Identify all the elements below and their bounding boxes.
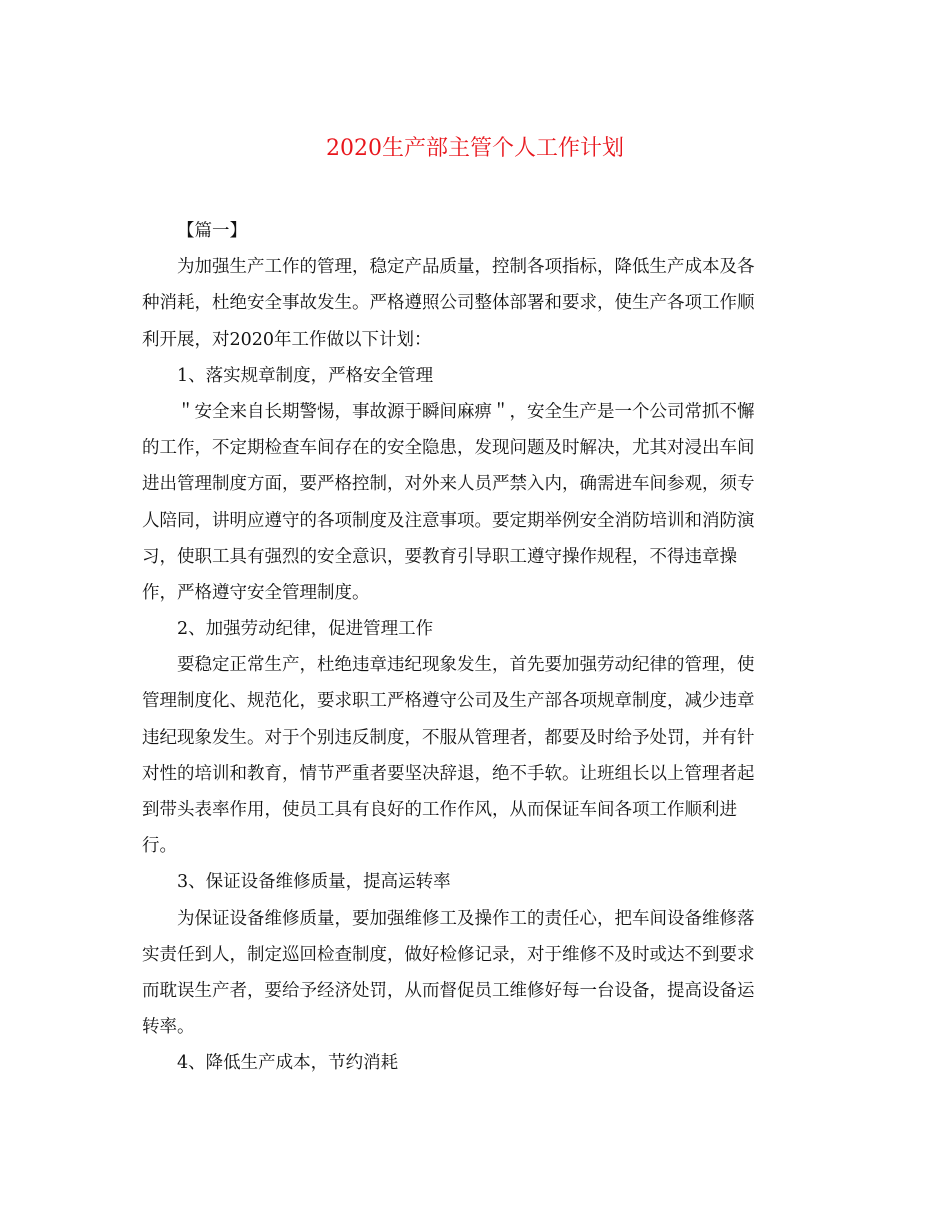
- paragraph-line: 种消耗，杜绝安全事故发生。严格遵照公司整体部署和要求，使生产各项工作顺: [142, 293, 755, 314]
- paragraph-line: 为加强生产工作的管理，稳定产品质量，控制各项指标，降低生产成本及各: [177, 257, 755, 278]
- paragraph-line: 利开展，对2020年工作做以下计划：: [142, 329, 432, 350]
- document-title: 2020生产部主管个人工作计划: [326, 136, 624, 161]
- paragraph-line: 习，使职工具有强烈的安全意识，要教育引导职工遵守操作规程，不得违章操: [142, 546, 737, 567]
- section-heading: 【篇一】: [177, 221, 247, 241]
- item-heading: 1、落实规章制度，严格安全管理: [177, 365, 434, 386]
- paragraph-line: 到带头表率作用，使员工具有良好的工作作风，从而保证车间各项工作顺利进: [142, 800, 737, 820]
- paragraph-line: 人陪同，讲明应遵守的各项制度及注意事项。要定期举例安全消防培训和消防演: [142, 510, 755, 531]
- document-body: [142, 213, 810, 1082]
- item-heading: 4、降低生产成本，节约消耗: [177, 1053, 399, 1074]
- item-heading: 2、加强劳动纪律，促进管理工作: [177, 619, 434, 640]
- item-heading: 3、保证设备维修质量，提高运转率: [177, 872, 451, 893]
- paragraph-line: 违纪现象发生。对于个别违反制度，不服从管理者，都要及时给予处罚，并有针: [142, 727, 755, 748]
- paragraph-line: 进出管理制度方面，要严格控制，对外来人员严禁入内，确需进车间参观，须专: [142, 474, 755, 495]
- paragraph-line: 的工作，不定期检查车间存在的安全隐患，发现问题及时解决，尤其对浸出车间: [142, 438, 755, 459]
- paragraph-line: 行。: [142, 836, 177, 857]
- paragraph-line: 管理制度化、规范化，要求职工严格遵守公司及生产部各项规章制度，减少违章: [142, 691, 755, 712]
- paragraph-line: 作，严格遵守安全管理制度。: [142, 582, 370, 603]
- paragraph-line: 转率。: [142, 1017, 195, 1038]
- paragraph-line: 而耽误生产者，要给予经济处罚，从而督促员工维修好每一台设备，提高设备运: [142, 980, 755, 1001]
- paragraph-line: 对性的培训和教育，情节严重者要坚决辞退，绝不手软。让班组长以上管理者起: [142, 763, 755, 784]
- paragraph-line: ＂安全来自长期警惕，事故源于瞬间麻痹＂，安全生产是一个公司常抓不懈: [177, 401, 755, 422]
- paragraph-line: 要稳定正常生产，杜绝违章违纪现象发生，首先要加强劳动纪律的管理，使: [177, 655, 755, 676]
- paragraph-line: 实责任到人，制定巡回检查制度，做好检修记录，对于维修不及时或达不到要求: [142, 944, 755, 965]
- paragraph-line: 为保证设备维修质量，要加强维修工及操作工的责任心，把车间设备维修落: [177, 908, 755, 929]
